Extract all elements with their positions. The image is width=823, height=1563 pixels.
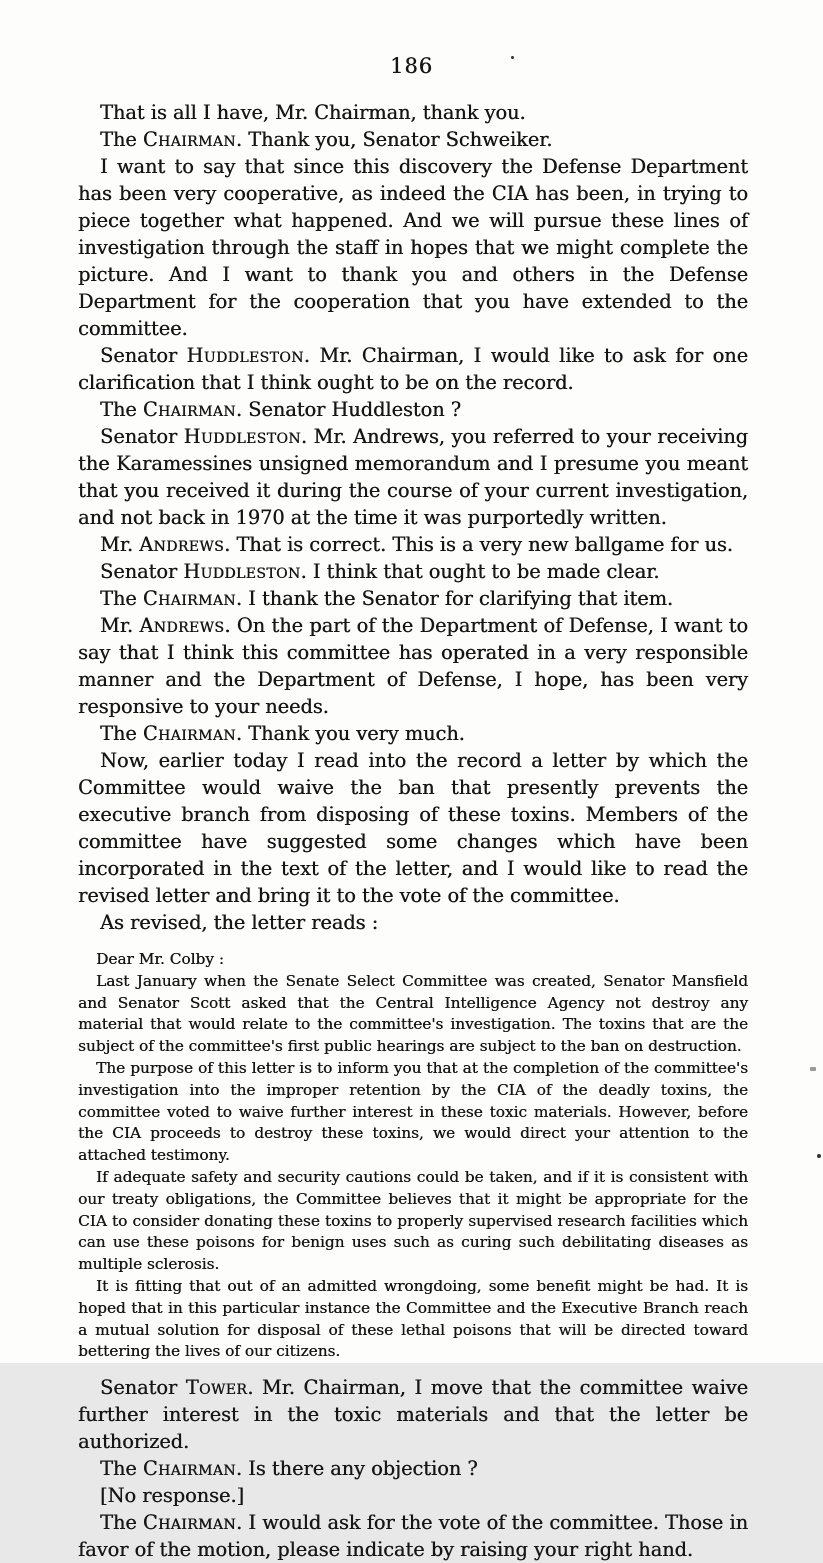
letter-paragraph: It is fitting that out of an admitted wrongdoing, some benefit might be had. It is hoped that in this particular instance the Committee and the Executive Branch reach a mutual solution for disposal of these lethal poisons that will be directed toward bettering the lives of our citizens.	[78, 1276, 748, 1361]
letter-paragraph: Last January when the Senate Select Committee was created, Senator Mansfield and Senator Scott asked that the Central Intelligence Agency not destroy any material that would relate to the committee's investigation. The toxins that are the subject of the committee's first public hearings are subject to the ban on destruction.	[78, 971, 748, 1056]
transcript-paragraph: The Chairman. I thank the Senator for clarifying that item.	[100, 587, 674, 610]
transcript-paragraph: The Chairman. Thank you very much.	[100, 722, 465, 745]
transcript-paragraph: I want to say that since this discovery the Defense Department has been very cooperative, as indeed the CIA has been, in trying to piece together what happened. And we will pursue these lines of investigation through the staff in hopes that we might complete the picture. And I want to thank you and others in the Defense Department for the cooperation that you have extended to the committee.	[78, 155, 748, 340]
scan-artifact	[817, 1154, 821, 1158]
speaker-name: Andrews	[139, 614, 225, 637]
transcript-paragraph: Senator Huddleston. Mr. Chairman, I would like to ask for one clarification that I think ought to be on the record.	[78, 344, 748, 394]
transcript-paragraph: Senator Huddleston. Mr. Andrews, you referred to your receiving the Karamessines unsigned memorandum and I presume you meant that you received it during the course of your current investigation, and not back in 1970 at the time it was purportedly written.	[78, 425, 748, 529]
transcript-paragraph: Senator Huddleston. I think that ought to be made clear.	[100, 560, 660, 583]
page-number: 186	[389, 54, 434, 78]
transcript-paragraph: That is all I have, Mr. Chairman, thank you.	[100, 101, 526, 124]
speaker-name: Tower	[185, 1376, 248, 1400]
letter-paragraph: Dear Mr. Colby :	[96, 950, 224, 968]
speaker-name: Huddleston	[183, 560, 301, 583]
speaker-name: Andrews	[139, 533, 225, 556]
transcript-paragraph: The Chairman. Is there any objection ?	[100, 1457, 478, 1481]
speaker-name: Huddleston	[186, 344, 304, 367]
speaker-name: Huddleston	[183, 425, 301, 448]
transcript-closing-section	[78, 1374, 748, 1563]
transcript-paragraph: Mr. Andrews. That is correct. This is a very new ballgame for us.	[100, 533, 733, 556]
letter-block	[78, 949, 748, 1363]
speaker-name: Chairman	[142, 398, 236, 421]
letter-paragraph: The purpose of this letter is to inform you that at the completion of the committee's investigation into the improper retention by the CIA of the deadly toxins, the committee voted to waive further interest in these toxic materials. However, before the CIA proceeds to destroy these toxins, we would direct your attention to the attached testimony.	[78, 1058, 748, 1165]
scan-artifact	[511, 56, 514, 59]
transcript-paragraph: As revised, the letter reads :	[100, 911, 379, 934]
transcript-paragraph: The Chairman. Senator Huddleston ?	[100, 398, 461, 421]
speaker-name: Chairman	[142, 128, 236, 151]
speaker-name: Chairman	[142, 1457, 236, 1481]
transcript-section	[78, 99, 748, 936]
speaker-name: Chairman	[142, 1511, 236, 1535]
transcript-paragraph: [No response.]	[100, 1484, 244, 1508]
transcript-paragraph: The Chairman. I would ask for the vote of the committee. Those in favor of the motion, please indicate by raising your right hand.	[78, 1511, 748, 1562]
speaker-name: Chairman	[142, 722, 236, 745]
transcript-paragraph: Now, earlier today I read into the record a letter by which the Committee would waive the ban that presently prevents the executive branch from disposing of these toxins. Members of the committee have suggested some changes which have been incorporated in the text of the letter, and I would like to read the revised letter and bring it to the vote of the committee.	[78, 749, 748, 907]
transcript-paragraph: Senator Tower. Mr. Chairman, I move that the committee waive further interest in the toxic materials and that the letter be authorized.	[78, 1376, 748, 1454]
speaker-name: Chairman	[142, 587, 236, 610]
letter-paragraph: If adequate safety and security cautions could be taken, and if it is consistent with our treaty obligations, the Committee believes that it might be appropriate for the CIA to consider donating these toxins to properly supervised research facilities which can use these poisons for benign uses such as curing such debilitating diseases as multiple sclerosis.	[78, 1167, 748, 1274]
transcript-paragraph: The Chairman. Thank you, Senator Schweiker.	[100, 128, 553, 151]
scan-artifact	[810, 1067, 816, 1071]
transcript-paragraph: Mr. Andrews. On the part of the Department of Defense, I want to say that I think this committee has operated in a very responsible manner and the Department of Defense, I hope, has been very responsive to your needs.	[78, 614, 748, 718]
text-column	[78, 99, 748, 1563]
